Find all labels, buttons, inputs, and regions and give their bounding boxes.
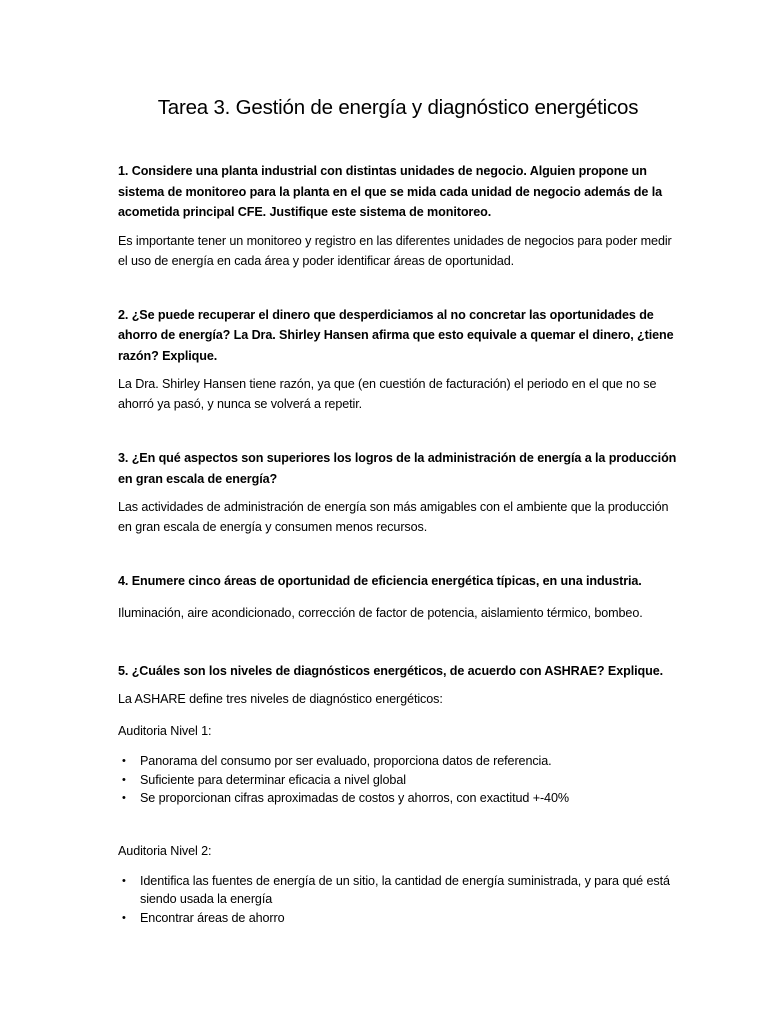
- list-item: [122, 872, 678, 909]
- bullet-icon: •: [122, 773, 126, 786]
- level-1-heading: Auditoria Nivel 1:: [118, 724, 212, 738]
- question-4-text: 4. Enumere cinco áreas de oportunidad de eficiencia energética típicas, en una industria.: [118, 574, 642, 588]
- answer-4-text: Iluminación, aire acondicionado, corrección de factor de potencia, aislamiento térmico, bombeo.: [118, 605, 643, 620]
- question-1-text: 1. Considere una planta industrial con distintas unidades de negocio. Alguien propone un sistema de monitoreo para la planta en el que se mida cada unidad de negocio además de la acometida principal CFE. Justifique este sistema de monitoreo.: [118, 164, 662, 219]
- list-item-text: Se proporcionan cifras aproximadas de costos y ahorros, con exactitud +-40%: [140, 791, 569, 805]
- bullet-icon: •: [122, 911, 126, 924]
- question-3-text: 3. ¿En qué aspectos son superiores los logros de la administración de energía a la producción en gran escala de energía?: [118, 451, 677, 486]
- list-item: [122, 752, 678, 771]
- answer-2-text: La Dra. Shirley Hansen tiene razón, ya que (en cuestión de facturación) el periodo en el que no se ahorró ya pasó, y nunca se volverá a repetir.: [118, 377, 657, 411]
- document-title: Tarea 3. Gestión de energía y diagnóstico energéticos: [157, 96, 639, 119]
- list-item: [122, 909, 678, 928]
- list-item: [122, 771, 678, 790]
- bullet-icon: •: [122, 755, 126, 767]
- question-2-section: [118, 305, 678, 415]
- question-5-intro: La ASHARE define tres niveles de diagnóstico energéticos:: [118, 692, 443, 706]
- list-item: [122, 789, 678, 808]
- document-body: [118, 94, 678, 927]
- question-3-section: [118, 448, 678, 537]
- question-1-section: [118, 161, 678, 271]
- list-item-text: Suficiente para determinar eficacia a nivel global: [140, 772, 406, 787]
- question-4-section: [118, 571, 678, 623]
- answer-1-text: Es importante tener un monitoreo y registro en las diferentes unidades de negocios para poder medir el uso de energía en cada área y poder identificar áreas de oportunidad.: [118, 233, 672, 268]
- list-item-text: Encontrar áreas de ahorro: [140, 910, 285, 925]
- question-5-section: [118, 661, 678, 928]
- answer-3-text: Las actividades de administración de energía son más amigables con el ambiente que la producción en gran escala de energía y consumen menos recursos.: [118, 500, 669, 534]
- bullet-icon: •: [122, 874, 126, 887]
- list-item-text: Identifica las fuentes de energía de un sitio, la cantidad de energía suministrada, y para qué está siendo usada la energía: [140, 873, 670, 906]
- bullet-icon: •: [122, 792, 126, 804]
- question-2-text: 2. ¿Se puede recuperar el dinero que desperdiciamos al no concretar las oportunidades de ahorro de energía? La Dra. Shirley Hansen afirma que esto equivale a quemar el dinero, ¿tiene razón? Explique.: [118, 307, 674, 363]
- level-2-list: [122, 872, 678, 928]
- level-2-heading: Auditoria Nivel 2:: [118, 843, 212, 858]
- list-item-text: Panorama del consumo por ser evaluado, proporciona datos de referencia.: [140, 754, 552, 768]
- level-1-list: [122, 752, 678, 808]
- question-5-text: 5. ¿Cuáles son los niveles de diagnósticos energéticos, de acuerdo con ASHRAE? Explique.: [118, 663, 663, 678]
